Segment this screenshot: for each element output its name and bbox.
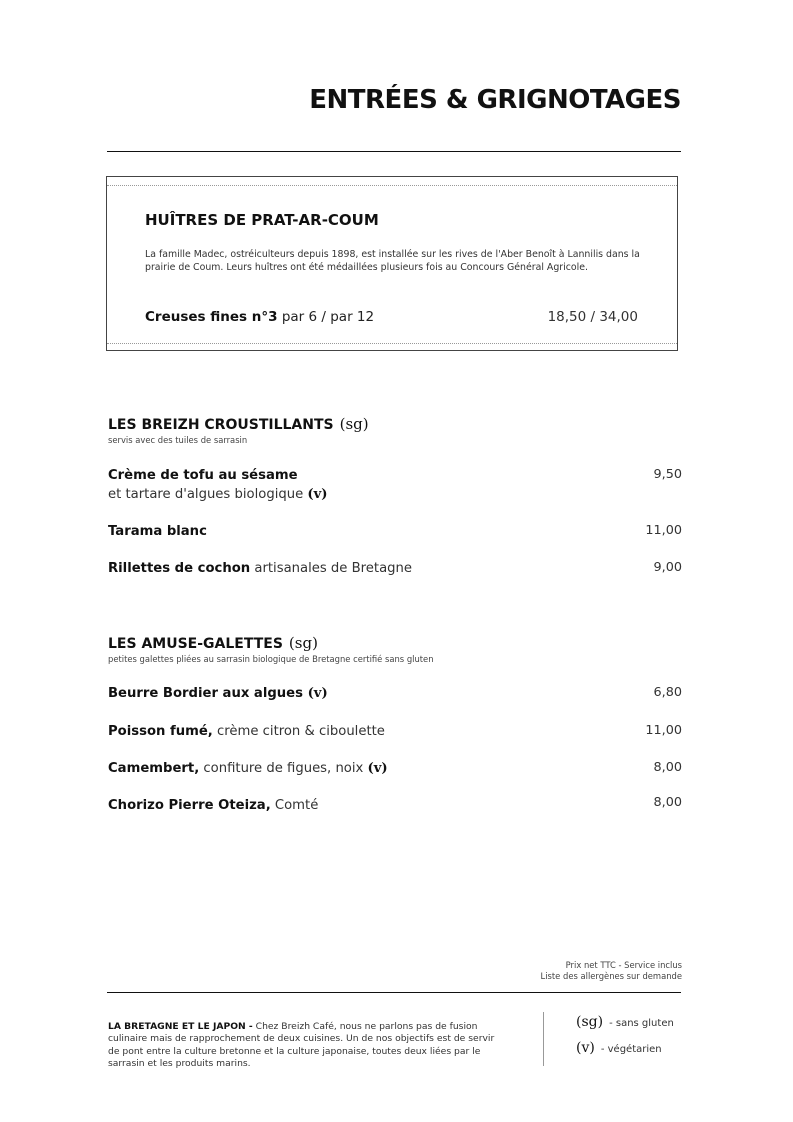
- oyster-item-name: Creuses fines n°3: [145, 309, 278, 325]
- footer-heading: LA BRETAGNE ET LE JAPON -: [108, 1021, 253, 1032]
- oyster-title: HUÎTRES DE PRAT-AR-COUM: [145, 211, 379, 229]
- item-name: Camembert,: [108, 761, 200, 776]
- item-price: 8,00: [653, 795, 682, 810]
- oyster-price: 18,50 / 34,00: [547, 309, 638, 325]
- footer-about: [108, 1021, 508, 1071]
- menu-item: [108, 684, 328, 703]
- legend-label: - végétarien: [600, 1044, 662, 1055]
- menu-item: [108, 466, 328, 504]
- gluten-free-symbol: (sg): [576, 1014, 604, 1030]
- section-title-breizh-croustillants: [108, 415, 369, 433]
- menu-item: [108, 722, 385, 741]
- item-price: 11,00: [645, 723, 682, 738]
- item-name: Poisson fumé,: [108, 724, 213, 739]
- item-price: 6,80: [653, 685, 682, 700]
- oyster-item-detail: par 6 / par 12: [277, 309, 375, 325]
- oyster-item: [145, 309, 374, 325]
- legend-gluten-free: [576, 1014, 674, 1030]
- section-tag: (sg): [339, 415, 369, 433]
- oyster-description: La famille Madec, ostréiculteurs depuis 1898, est installée sur les rives de l'Aber Benoît à Lannilis dans la prairie de Coum. Leurs huîtres ont été médaillées plusieurs fois au Concours Général Agricole.: [145, 249, 640, 273]
- section-title-text: LES AMUSE-GALETTES: [108, 636, 283, 652]
- item-detail: confiture de figues, noix: [199, 761, 368, 776]
- item-detail: artisanales de Bretagne: [250, 561, 412, 576]
- item-name: Tarama blanc: [108, 524, 207, 539]
- dotted-rule-top: [107, 185, 677, 186]
- item-name: Rillettes de cochon: [108, 561, 251, 576]
- menu-item: [108, 759, 388, 778]
- price-note: Prix net TTC - Service inclus: [565, 960, 682, 970]
- page-title: ENTRÉES & GRIGNOTAGES: [309, 85, 681, 115]
- section-title-amuse-galettes: [108, 634, 318, 652]
- menu-item: [108, 522, 207, 541]
- dotted-rule-bottom: [107, 343, 677, 344]
- section-subtitle: petites galettes pliées au sarrasin biologique de Bretagne certifié sans gluten: [108, 654, 434, 664]
- vegetarian-tag: (v): [307, 487, 328, 502]
- title-divider: [107, 151, 681, 152]
- item-price: 9,00: [653, 560, 682, 575]
- legend-vegetarian: [576, 1040, 662, 1056]
- section-title-text: LES BREIZH CROUSTILLANTS: [108, 417, 334, 433]
- item-detail: Comté: [270, 798, 319, 813]
- footer-vertical-divider: [543, 1012, 544, 1066]
- item-name: Crème de tofu au sésame: [108, 468, 298, 483]
- item-detail: crème citron & ciboulette: [212, 724, 385, 739]
- legend-label: - sans gluten: [609, 1018, 674, 1029]
- vegetarian-tag: (v): [307, 686, 328, 701]
- section-tag: (sg): [288, 634, 318, 652]
- menu-item: [108, 796, 318, 815]
- item-name: Beurre Bordier aux algues: [108, 686, 308, 701]
- item-name: Chorizo Pierre Oteiza,: [108, 798, 271, 813]
- vegetarian-symbol: (v): [576, 1040, 595, 1056]
- item-price: 11,00: [645, 523, 682, 538]
- footer-divider: [107, 992, 681, 993]
- allergen-note: Liste des allergènes sur demande: [540, 971, 682, 981]
- item-price: 9,50: [653, 467, 682, 482]
- section-subtitle: servis avec des tuiles de sarrasin: [108, 435, 248, 445]
- footer-body: Chez Breizh Café, nous ne parlons pas de fusion culinaire mais de rapprochement de deux cuisines. Un de nos objectifs est de servir de pont entre la culture bretonne et la culture japonaise, toutes deux liées par le sarrasin et les produits marins.: [108, 1021, 495, 1070]
- item-price: 8,00: [653, 760, 682, 775]
- menu-item: [108, 559, 412, 578]
- item-detail: et tartare d'algues biologique: [108, 487, 308, 502]
- vegetarian-tag: (v): [367, 761, 388, 776]
